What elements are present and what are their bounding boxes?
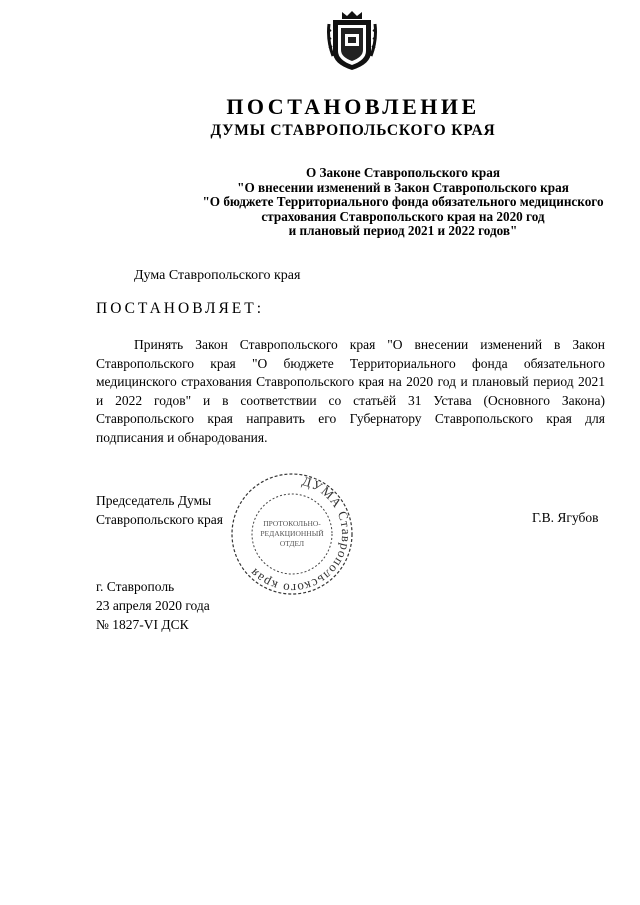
document-title: ПОСТАНОВЛЕНИЕ — [226, 94, 480, 119]
signatory-name: Г.В. Ягубов — [532, 510, 599, 525]
signatory-position-line: Ставропольского края — [96, 512, 223, 527]
decree-paragraph: Принять Закон Ставропольского края "О внесении изменений в Закон Ставропольского края "О бюджете Территориального фонда обязательного медицинского страхования Ставропольского края на 2020 год и плановый период 2021 и 2022 годов" и в соответствии со статьёй 31 Устава (Основного Закона) Ставропольского края направить его Губернатору Ставропольского края для подписания и обнародования. — [96, 337, 605, 445]
document-number: № 1827-VI ДСК — [96, 617, 189, 632]
document-subtitle: ДУМЫ СТАВРОПОЛЬСКОГО КРАЯ — [210, 122, 496, 139]
coat-of-arms-emblem — [327, 10, 377, 72]
law-title — [100, 166, 640, 239]
document-date: 23 апреля 2020 года — [96, 598, 210, 613]
signatory-position — [96, 491, 223, 529]
place-date-number — [96, 577, 210, 634]
stamp-ring-text: ДУМА Ставропольского края — [245, 473, 355, 597]
stamp-center-line: ОТДЕЛ — [279, 539, 305, 548]
document-place: г. Ставрополь — [96, 579, 175, 594]
law-title-line: и плановый период 2021 и 2022 годов" — [288, 223, 518, 239]
stamp-center-line: ПРОТОКОЛЬНО- — [263, 519, 321, 528]
official-stamp — [228, 470, 356, 598]
stamp-center-line: РЕДАКЦИОННЫЙ — [260, 529, 324, 538]
signatory-position-line: Председатель Думы — [96, 493, 212, 508]
issuing-body: Дума Ставропольского края — [134, 268, 301, 283]
decree-heading: ПОСТАНОВЛЯЕТ: — [96, 300, 265, 317]
law-title-line: "О внесении изменений в Закон Ставропольского края — [237, 179, 569, 195]
law-title-line: О Законе Ставропольского края — [306, 165, 500, 180]
law-title-line: страхования Ставропольского края на 2020 год — [261, 208, 545, 224]
law-title-line: "О бюджете Территориального фонда обязательного медицинского — [202, 194, 604, 210]
